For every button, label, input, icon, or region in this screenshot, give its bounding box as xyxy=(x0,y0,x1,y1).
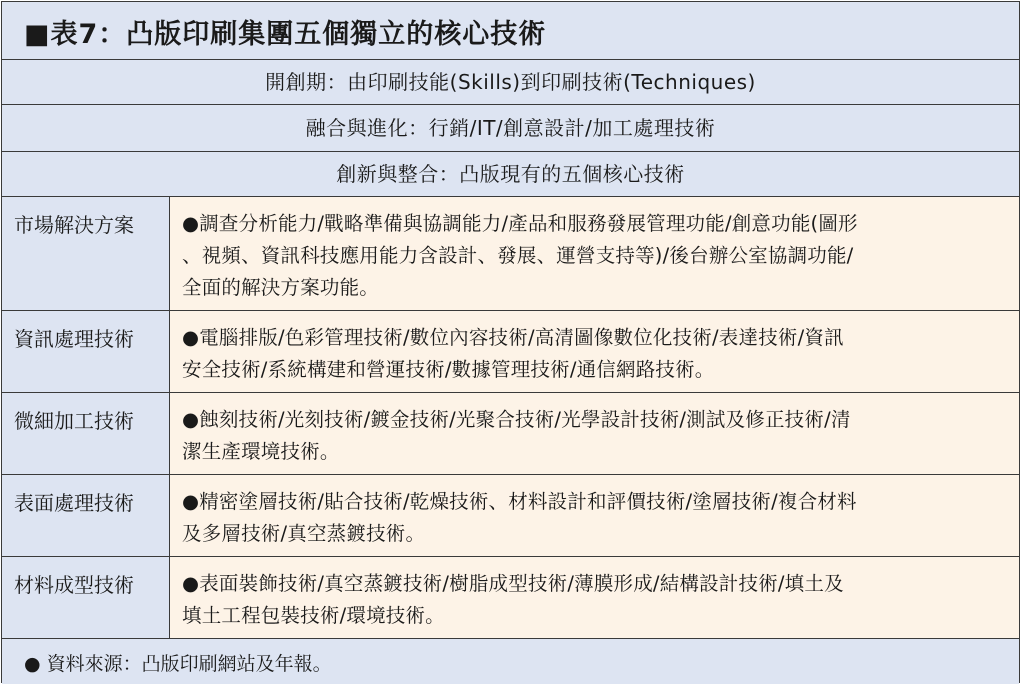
description-line: 及多層技術/真空蒸鍍技術。 xyxy=(182,522,426,545)
description-line: ●精密塗層技術/貼合技術/乾燥技術、材料設計和評價技術/塗層技術/複合材料 xyxy=(182,490,857,513)
banner-innovation-integration xyxy=(2,152,1019,197)
row-description xyxy=(170,311,1019,392)
row-description xyxy=(170,393,1019,474)
description-line: 潔生產環境技術。 xyxy=(182,440,340,463)
row-label: 表面處理技術 xyxy=(2,475,170,556)
table-row-information-processing xyxy=(2,311,1019,393)
source-note: ● 資料來源：凸版印刷網站及年報。 xyxy=(24,653,332,675)
table-row-microfabrication xyxy=(2,393,1019,475)
row-label: 微細加工技術 xyxy=(2,393,170,474)
table-title-row xyxy=(2,2,1019,60)
description-line: ●表面裝飾技術/真空蒸鍍技術/樹脂成型技術/薄膜形成/結構設計技術/填土及 xyxy=(182,572,844,595)
table-row-market-solutions xyxy=(2,197,1019,311)
banner-fusion-evolution xyxy=(2,105,1019,152)
row-label: 材料成型技術 xyxy=(2,557,170,638)
description-line: ●電腦排版/色彩管理技術/數位內容技術/高清圖像數位化技術/表達技術/資訊 xyxy=(182,326,844,349)
banner-founding-period xyxy=(2,60,1019,105)
description-line: ●調查分析能力/戰略準備與協調能力/產品和服務發展管理功能/創意功能(圖形 xyxy=(182,212,858,235)
banner-text: 創新與整合：凸版現有的五個核心技術 xyxy=(336,162,685,186)
banner-text: 開創期：由印刷技能(Skills)到印刷技術(Techniques) xyxy=(265,70,756,94)
table-row-material-forming xyxy=(2,557,1019,639)
row-description xyxy=(170,475,1019,556)
row-label: 資訊處理技術 xyxy=(2,311,170,392)
row-description xyxy=(170,197,1019,310)
source-row xyxy=(2,639,1019,684)
description-line: 填土工程包裝技術/環境技術。 xyxy=(182,604,445,627)
description-line: ●蝕刻技術/光刻技術/鍍金技術/光聚合技術/光學設計技術/測試及修正技術/清 xyxy=(182,408,851,431)
banner-text: 融合與進化：行銷/IT/創意設計/加工處理技術 xyxy=(305,116,716,140)
description-line: 全面的解決方案功能。 xyxy=(182,276,380,299)
row-description xyxy=(170,557,1019,638)
table-row-surface-treatment xyxy=(2,475,1019,557)
description-line: 安全技術/系統構建和營運技術/數據管理技術/通信網路技術。 xyxy=(182,358,715,381)
row-label: 市場解決方案 xyxy=(2,197,170,310)
table-title: ■表7：凸版印刷集團五個獨立的核心技術 xyxy=(24,19,547,50)
core-technology-table xyxy=(1,1,1020,683)
description-line: 、視頻、資訊科技應用能力含設計、發展、運營支持等)/後台辦公室協調功能/ xyxy=(182,244,854,267)
